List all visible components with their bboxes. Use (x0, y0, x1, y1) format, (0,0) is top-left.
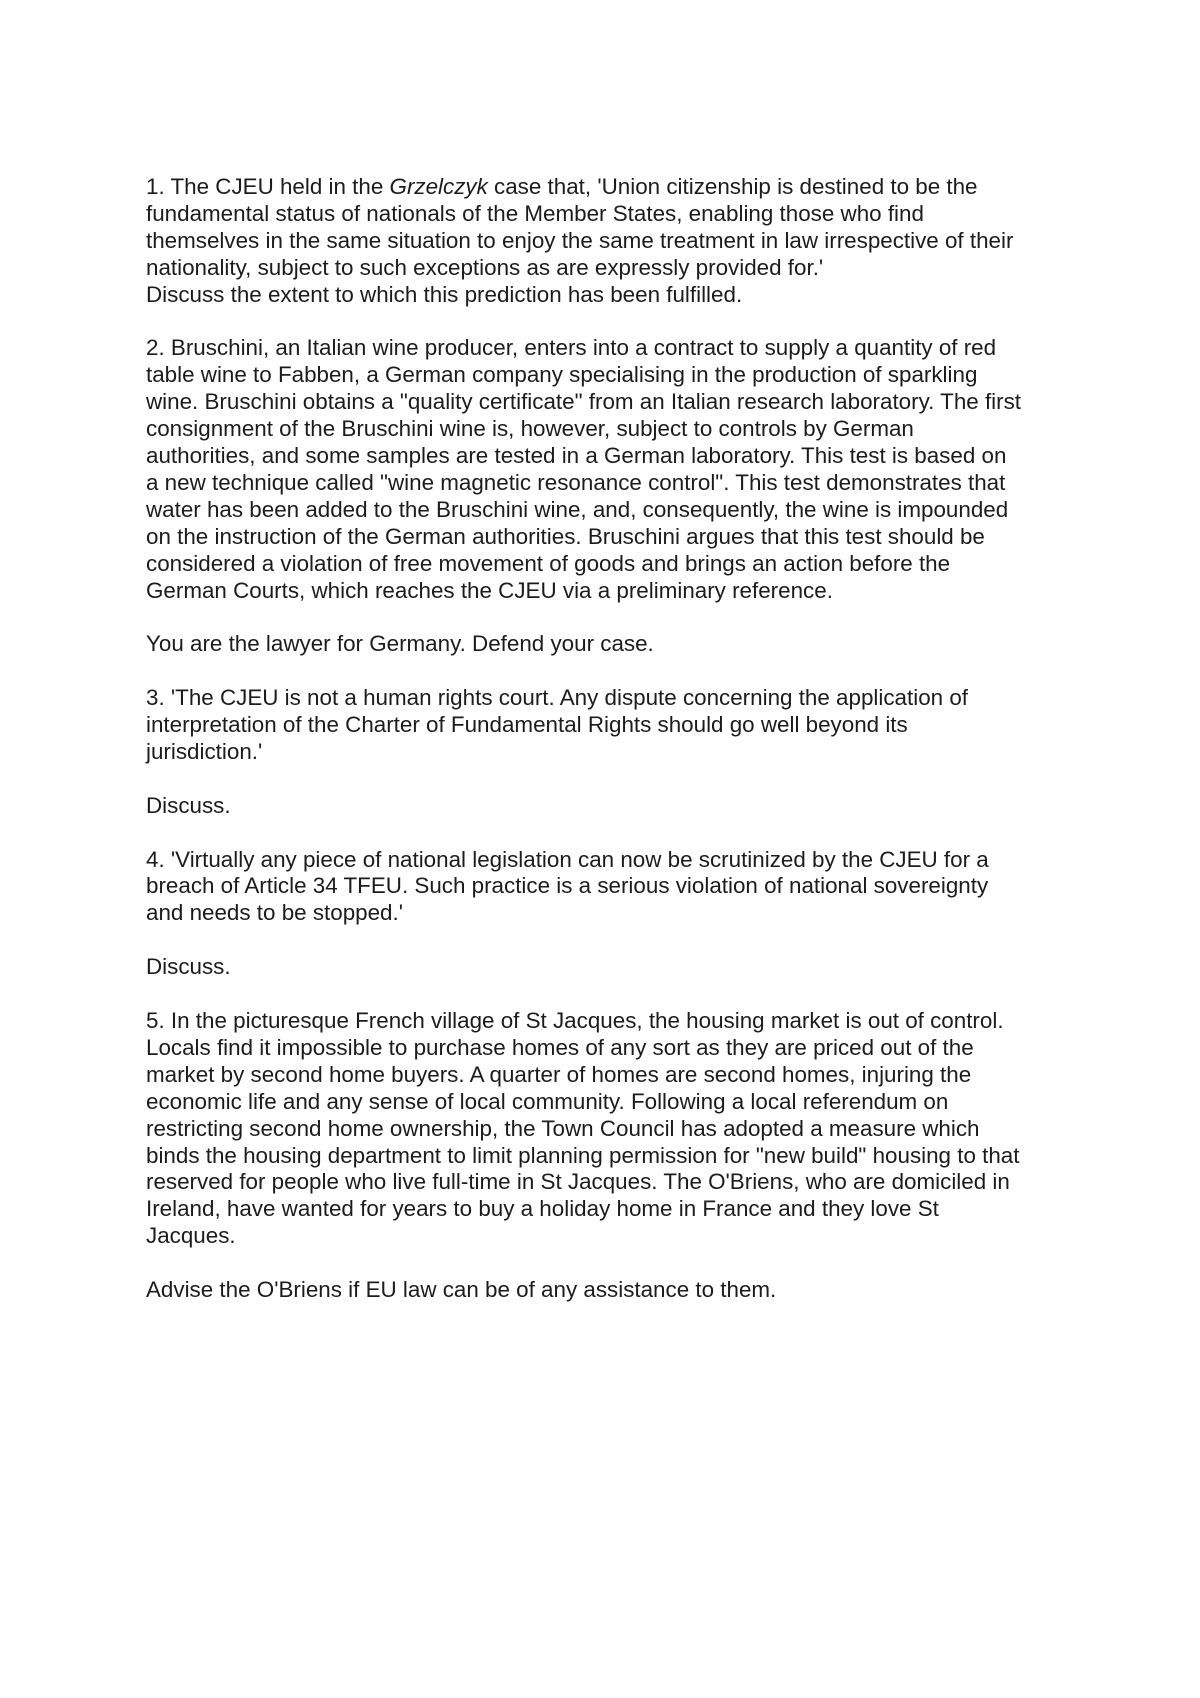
question-1-line-1: 1. The CJEU held in the Grzelczyk case that, 'Union citizenship is destined to be the (146, 174, 978, 199)
question-5-line: restricting second home ownership, the Town Council has adopted a measure which (146, 1115, 980, 1141)
question-2-line: consignment of the Bruschini wine is, however, subject to controls by German (146, 416, 914, 442)
question-4 (146, 847, 1066, 928)
instruction-text: Discuss. (146, 792, 231, 818)
question-4-line: breach of Article 34 TFEU. Such practice is a serious violation of national sovereignty (146, 873, 989, 899)
question-3-instruction (146, 793, 1066, 820)
question-1-line: nationality, subject to such exceptions as are expressly provided for.' (146, 254, 824, 280)
question-2-line: wine. Bruschini obtains a "quality certificate" from an Italian research laboratory. The first (146, 389, 1022, 415)
instruction-text: Advise the O'Briens if EU law can be of any assistance to them. (146, 1277, 777, 1303)
question-5-line: Locals find it impossible to purchase homes of any sort as they are priced out of the (146, 1034, 974, 1060)
question-3-line: interpretation of the Charter of Fundamental Rights should go well beyond its (146, 712, 908, 738)
question-4-line: 4. 'Virtually any piece of national legislation can now be scrutinized by the CJEU for a (146, 846, 989, 872)
question-5-line: market by second home buyers. A quarter of homes are second homes, injuring the (146, 1061, 972, 1087)
question-5-line: economic life and any sense of local community. Following a local referendum on (146, 1088, 949, 1114)
question-5-line: 5. In the picturesque French village of St Jacques, the housing market is out of control. (146, 1007, 1004, 1033)
question-1-line: Discuss the extent to which this prediction has been fulfilled. (146, 281, 743, 307)
question-3-line: 3. 'The CJEU is not a human rights court. Any dispute concerning the application of (146, 685, 968, 711)
instruction-text: You are the lawyer for Germany. Defend your case. (146, 631, 654, 657)
question-5-line: reserved for people who live full-time in St Jacques. The O'Briens, who are domiciled in (146, 1169, 1010, 1195)
question-2-line: water has been added to the Bruschini wine, and, consequently, the wine is impounded (146, 496, 1009, 522)
instruction-text: Discuss. (146, 954, 231, 980)
question-4-line: and needs to be stopped.' (146, 900, 404, 926)
question-2-line: considered a violation of free movement of goods and brings an action before the (146, 550, 951, 576)
question-5-line: Jacques. (146, 1223, 236, 1249)
question-2 (146, 335, 1066, 604)
question-2-instruction (146, 631, 1066, 658)
question-1 (146, 174, 1066, 309)
question-2-line: authorities, and some samples are tested in a German laboratory. This test is based on (146, 443, 1007, 469)
question-2-line: a new technique called "wine magnetic resonance control". This test demonstrates that (146, 469, 1006, 495)
case-name-italic: Grzelczyk (389, 174, 488, 199)
question-5 (146, 1008, 1066, 1250)
question-2-line: table wine to Fabben, a German company specialising in the production of sparkling (146, 362, 978, 388)
question-5-line: Ireland, have wanted for years to buy a holiday home in France and they love St (146, 1196, 939, 1222)
question-3-line: jurisdiction.' (146, 738, 263, 764)
question-2-line: German Courts, which reaches the CJEU via a preliminary reference. (146, 577, 833, 603)
question-5-instruction (146, 1277, 1066, 1304)
document-page (146, 174, 1066, 1304)
question-3 (146, 685, 1066, 766)
question-2-line: on the instruction of the German authorities. Bruschini argues that this test should be (146, 523, 985, 549)
question-1-line: themselves in the same situation to enjoy the same treatment in law irrespective of their (146, 227, 1014, 253)
question-1-line: fundamental status of nationals of the Member States, enabling those who find (146, 200, 924, 226)
question-2-line: 2. Bruschini, an Italian wine producer, enters into a contract to supply a quantity of red (146, 335, 997, 361)
question-4-instruction (146, 954, 1066, 981)
question-5-line: binds the housing department to limit planning permission for "new build" housing to that (146, 1142, 1020, 1168)
